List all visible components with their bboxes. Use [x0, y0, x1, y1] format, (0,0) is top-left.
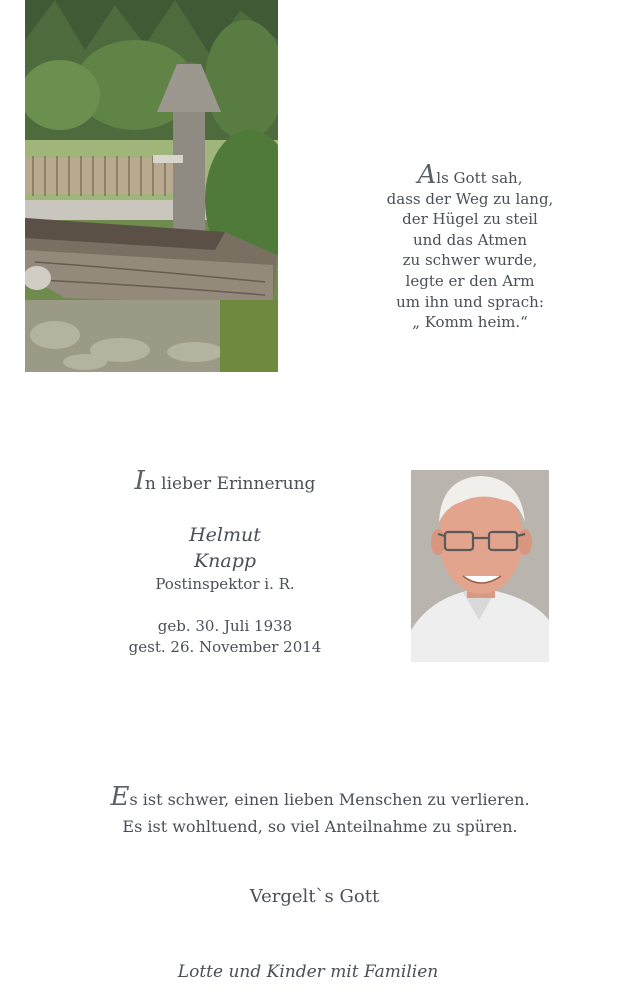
poem-first-line-text: ls Gott sah, — [436, 169, 523, 187]
memorial-details — [110, 468, 340, 658]
poem-decorative-initial: A — [417, 160, 437, 190]
closing-line-1-text: s ist schwer, einen lieben Menschen zu verlieren. — [129, 790, 530, 809]
poem-line: zu schwer wurde, — [402, 251, 538, 270]
thanks-text: Vergelt`s Gott — [249, 886, 380, 907]
heading-decorative-initial: I — [134, 466, 145, 496]
poem-line: um ihn und sprach: — [396, 292, 544, 311]
poem-first-line — [370, 162, 570, 189]
deceased-last-name: Knapp — [193, 550, 257, 572]
closing-line-2: Es ist wohltuend, so viel Anteilnahme zu spüren. — [122, 817, 518, 836]
poem-line: „ Komm heim.“ — [412, 313, 528, 332]
wooden-well-photo — [25, 0, 278, 372]
closing-message — [40, 784, 600, 840]
deceased-first-name: Helmut — [189, 524, 261, 546]
poem-line: und das Atmen — [412, 230, 528, 249]
memorial-heading — [110, 468, 340, 494]
poem-line: dass der Weg zu lang, — [386, 189, 554, 208]
closing-decorative-initial: E — [110, 782, 130, 812]
heading-text: n lieber Erinnerung — [144, 474, 316, 494]
birth-date: geb. 30. Juli 1938 — [157, 617, 293, 635]
closing-line-1 — [40, 784, 600, 813]
poem-line: legte er den Arm — [405, 271, 535, 290]
death-date: gest. 26. November 2014 — [128, 638, 322, 656]
family-signature: Lotte und Kinder mit Familien — [177, 962, 439, 982]
portrait-photo — [411, 470, 549, 662]
deceased-title: Postinspektor i. R. — [155, 575, 295, 593]
memorial-poem — [370, 162, 570, 333]
poem-line: der Hügel zu steil — [402, 210, 538, 229]
